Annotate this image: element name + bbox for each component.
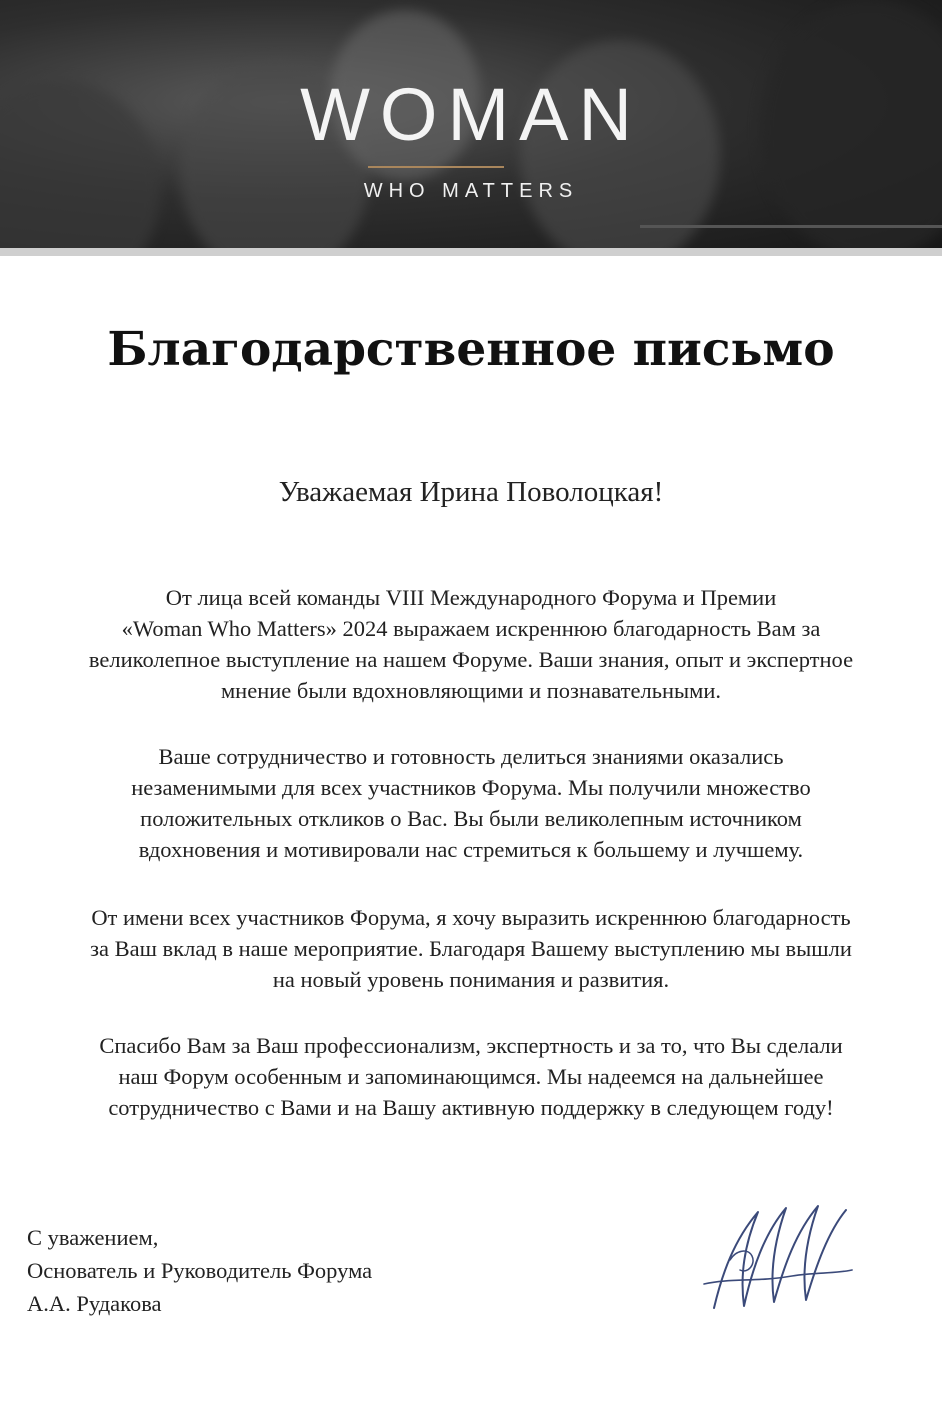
paragraph-line: на новый уровень понимания и развития. bbox=[272, 967, 670, 992]
paragraph-line: Ваше сотрудничество и готовность делиться знаниями оказались bbox=[158, 744, 784, 769]
banner-rail bbox=[640, 225, 942, 228]
paragraph-line: наш Форум особенным и запоминающимся. Мы надеемся на дальнейшее bbox=[118, 1064, 824, 1089]
paragraph-line: сотрудничество с Вами и на Вашу активную поддержку в следующем году! bbox=[108, 1095, 834, 1120]
letter-closing bbox=[27, 1221, 372, 1320]
paragraph-line: Спасибо Вам за Ваш профессионализм, экспертность и за то, что Вы сделали bbox=[99, 1033, 843, 1058]
header-banner bbox=[0, 0, 942, 256]
letter-paragraph bbox=[20, 1030, 922, 1123]
letter-title: Благодарственное письмо bbox=[107, 322, 835, 377]
letter-greeting: Уважаемая Ирина Поволоцкая! bbox=[278, 476, 664, 508]
paragraph-line: положительных откликов о Вас. Вы были великолепным источником bbox=[140, 806, 802, 831]
logo-word: WOMAN bbox=[300, 73, 642, 156]
signature-stroke bbox=[714, 1206, 846, 1308]
logo-divider bbox=[368, 166, 504, 168]
paragraph-line: незаменимыми для всех участников Форума. Мы получили множество bbox=[131, 775, 811, 800]
letter-paragraph bbox=[20, 741, 922, 865]
paragraph-line: вдохновения и мотивировали нас стремиться к большему и лучшему. bbox=[138, 837, 804, 862]
paragraph-line: «Woman Who Matters» 2024 выражаем искреннюю благодарность Вам за bbox=[121, 616, 821, 641]
closing-regards: С уважением, bbox=[27, 1225, 159, 1250]
closing-name: А.А. Рудакова bbox=[27, 1291, 162, 1316]
letter-paragraph bbox=[20, 582, 922, 706]
logo-subtitle: WHO MATTERS bbox=[363, 180, 579, 202]
paragraph-line: за Ваш вклад в наше мероприятие. Благодаря Вашему выступлению мы вышли bbox=[90, 936, 852, 961]
paragraph-line: мнение были вдохновляющими и познавательными. bbox=[220, 678, 722, 703]
paragraph-line: От имени всех участников Форума, я хочу выразить искреннюю благодарность bbox=[91, 905, 851, 930]
signature-stroke bbox=[704, 1270, 852, 1284]
closing-position: Основатель и Руководитель Форума bbox=[27, 1258, 373, 1283]
letter-paragraph bbox=[20, 902, 922, 995]
banner-bottom-strip bbox=[0, 248, 942, 256]
handwritten-signature bbox=[700, 1190, 860, 1320]
paragraph-line: великолепное выступление на нашем Форуме. Ваши знания, опыт и экспертное bbox=[88, 647, 854, 672]
paragraph-line: От лица всей команды VIII Международного Форума и Премии bbox=[165, 585, 777, 610]
signature-stroke bbox=[730, 1251, 753, 1271]
